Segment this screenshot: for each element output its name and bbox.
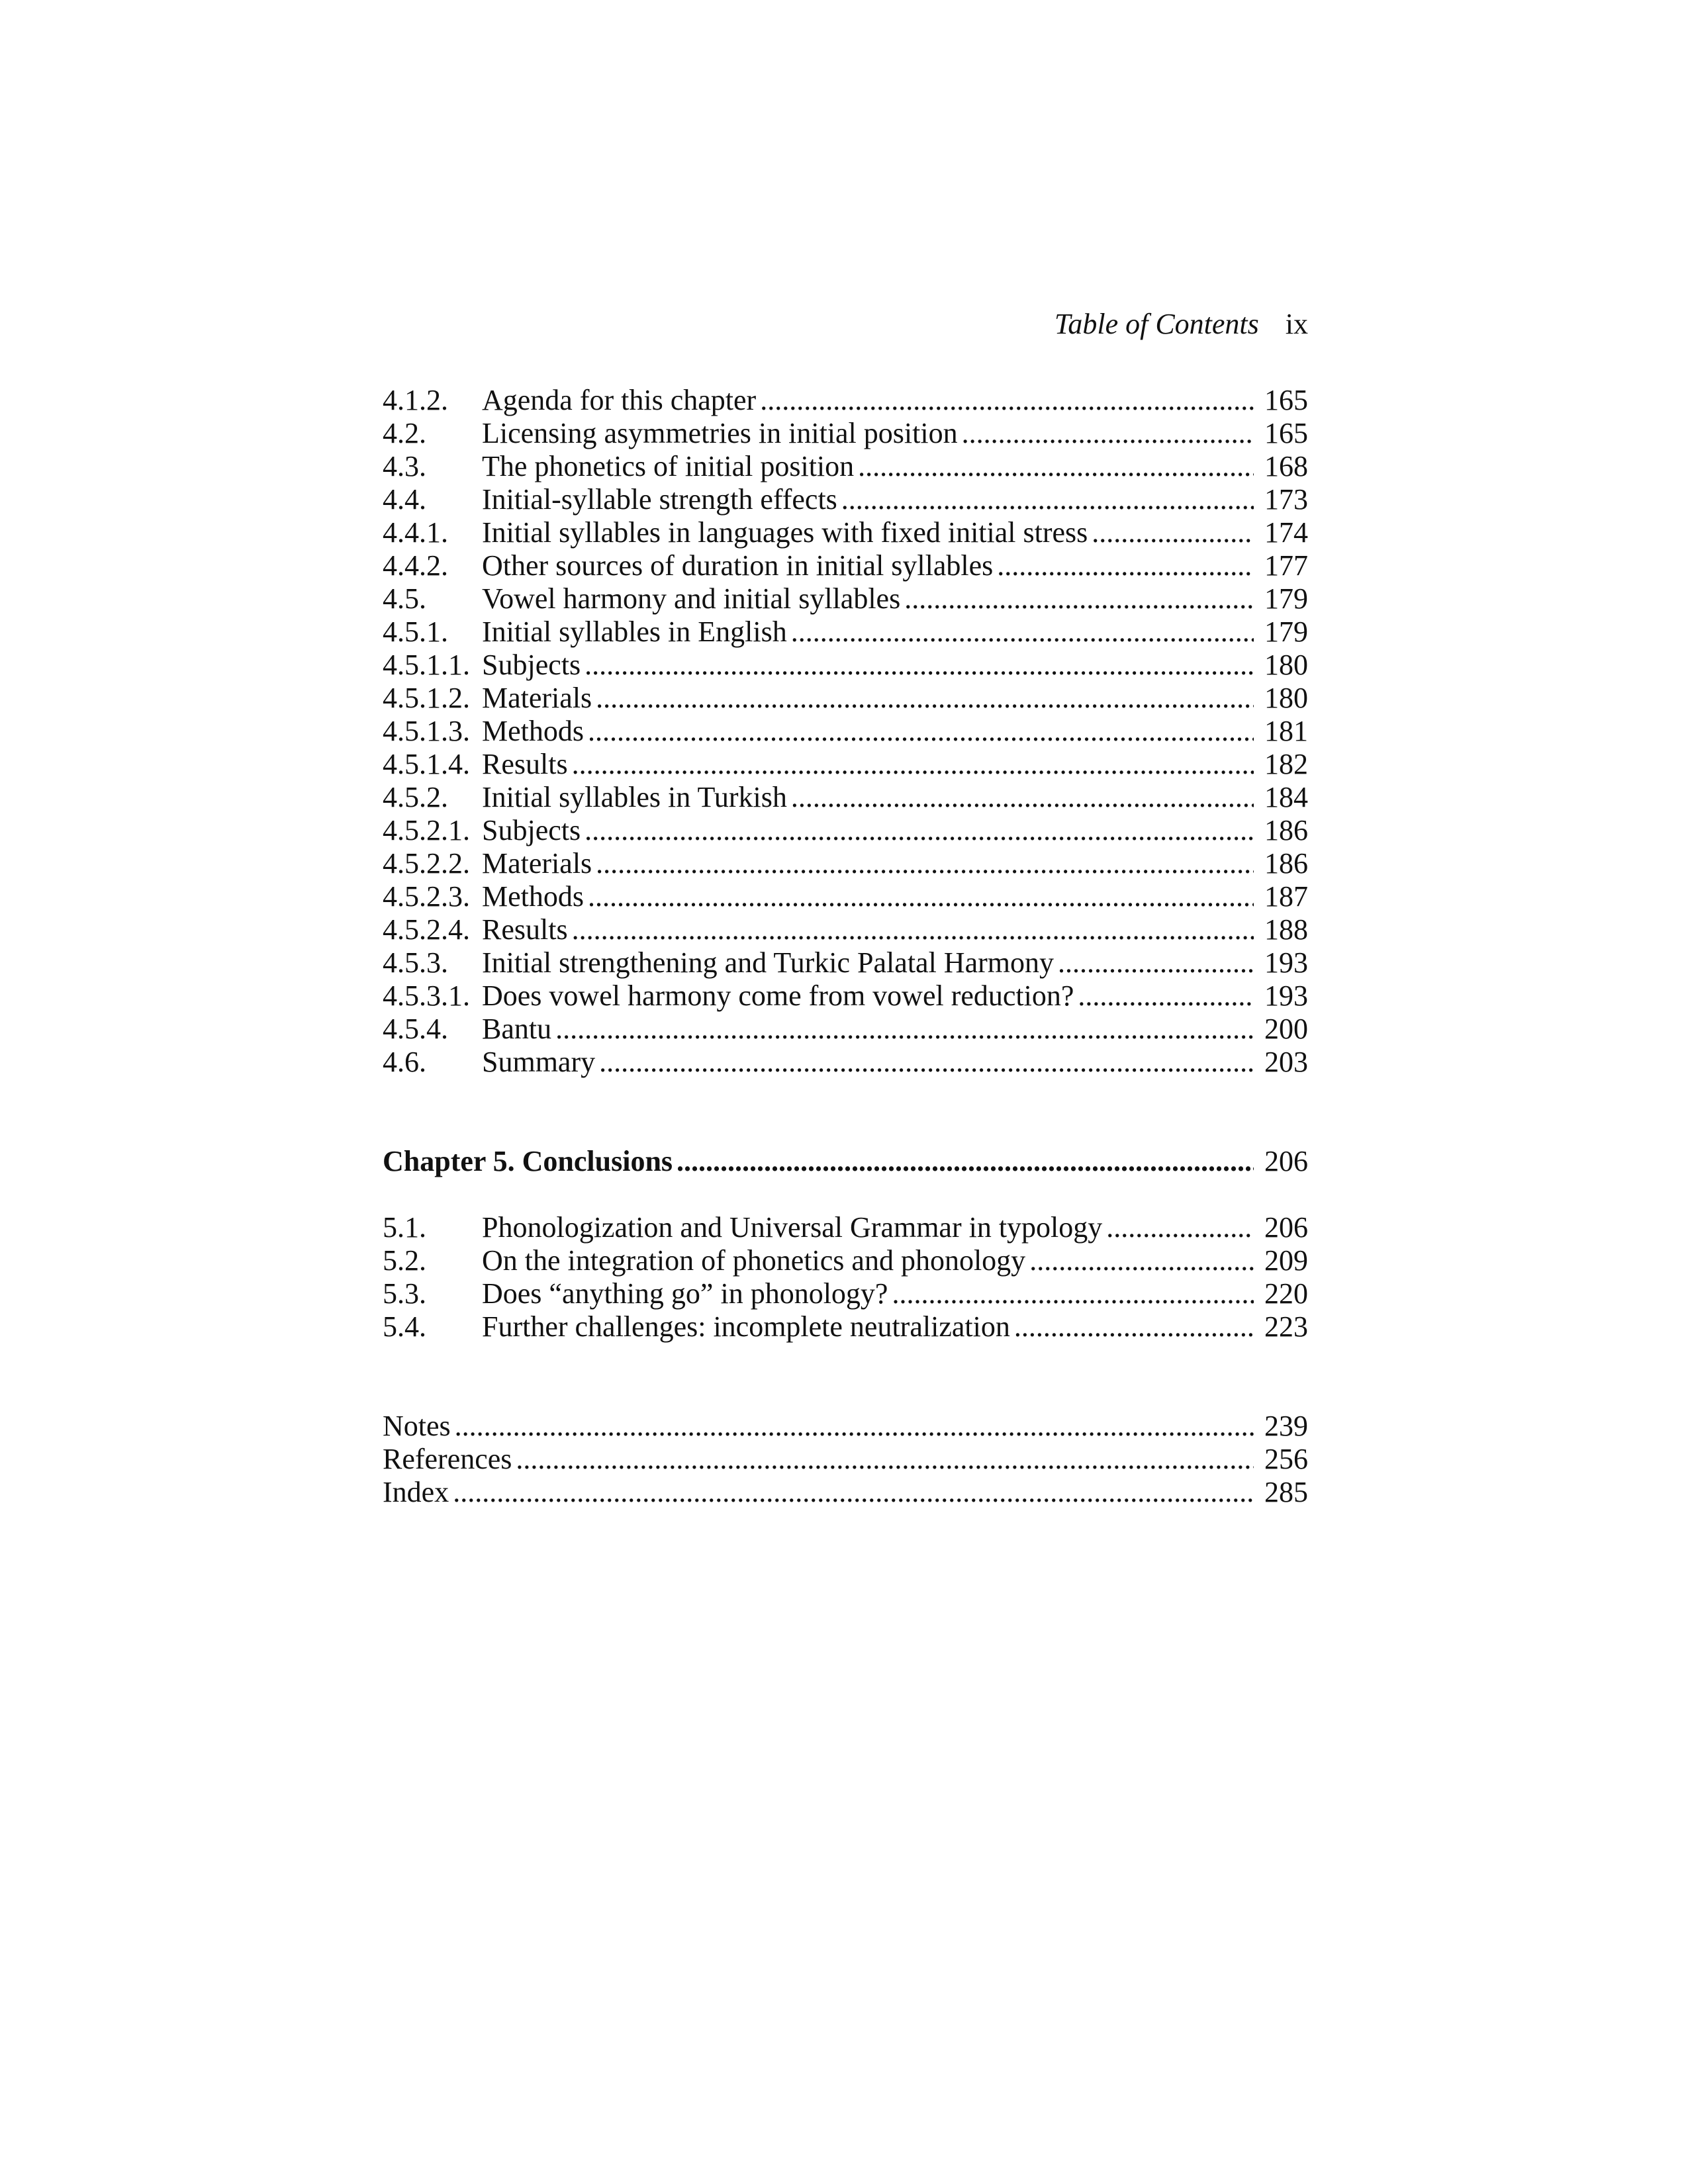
entry-title: Licensing asymmetries in initial position — [482, 417, 958, 449]
toc-entry[interactable] — [383, 516, 1308, 549]
entry-page: 187 — [1264, 880, 1308, 913]
entry-page: 184 — [1264, 781, 1308, 813]
dot-leader — [572, 913, 1254, 946]
entry-title: On the integration of phonetics and phonology — [482, 1244, 1026, 1277]
entry-number: 4.5.4. — [383, 1013, 448, 1045]
entry-title: Methods — [482, 715, 584, 747]
dot-leader — [1092, 516, 1254, 549]
entry-number: 4.5.2. — [383, 781, 448, 813]
section-spacer — [383, 1178, 1308, 1211]
entry-number: 4.5.1.3. — [383, 715, 470, 747]
entry-page: 165 — [1264, 384, 1308, 416]
entry-page: 168 — [1264, 450, 1308, 482]
dot-leader — [997, 549, 1254, 582]
toc-entry[interactable] — [383, 483, 1308, 516]
toc-entry[interactable] — [383, 1046, 1308, 1079]
entry-title: Agenda for this chapter — [482, 384, 757, 416]
dot-leader — [962, 417, 1254, 450]
toc-entry[interactable] — [383, 814, 1308, 847]
entry-title: Vowel harmony and initial syllables — [482, 582, 901, 615]
dot-leader — [791, 615, 1254, 649]
entry-title: Materials — [482, 682, 592, 714]
toc-entry[interactable] — [383, 682, 1308, 715]
dot-leader — [904, 582, 1254, 615]
entry-page: 193 — [1264, 946, 1308, 979]
entry-title: Subjects — [482, 814, 581, 846]
toc-entry[interactable] — [383, 450, 1308, 483]
dot-leader — [555, 1013, 1254, 1046]
dot-leader — [588, 880, 1254, 913]
entry-title: Bantu — [482, 1013, 552, 1045]
toc-entry[interactable] — [383, 715, 1308, 748]
toc-entry[interactable] — [383, 847, 1308, 880]
toc-entry[interactable] — [383, 1244, 1308, 1277]
toc-entry[interactable] — [383, 549, 1308, 582]
entry-title: Does vowel harmony come from vowel reduction? — [482, 979, 1074, 1012]
chapter-heading[interactable] — [383, 1145, 1308, 1178]
entry-page: 239 — [1264, 1410, 1308, 1442]
section-spacer — [383, 1079, 1308, 1145]
entry-number: 4.5.1.2. — [383, 682, 470, 714]
entry-page: 182 — [1264, 748, 1308, 780]
entry-page: 186 — [1264, 814, 1308, 846]
entry-title: Initial syllables in languages with fixed initial stress — [482, 516, 1088, 549]
dot-leader — [1014, 1310, 1254, 1343]
dot-leader — [892, 1277, 1254, 1310]
table-of-contents — [383, 384, 1308, 1509]
entry-number: 4.4. — [383, 483, 426, 516]
entry-title: Index — [383, 1476, 449, 1508]
toc-entry[interactable] — [383, 649, 1308, 682]
entry-title: Results — [482, 748, 568, 780]
entry-page: 206 — [1264, 1211, 1308, 1244]
entry-title: Phonologization and Universal Grammar in typology — [482, 1211, 1103, 1244]
running-header-title: Table of Contents — [1054, 308, 1259, 340]
dot-leader — [1078, 979, 1254, 1013]
entry-title: Notes — [383, 1410, 451, 1442]
dot-leader — [588, 715, 1254, 748]
entry-title: Further challenges: incomplete neutralization — [482, 1310, 1010, 1343]
dot-leader — [585, 814, 1254, 847]
entry-number: 5.2. — [383, 1244, 426, 1277]
chapter-4-entries — [383, 384, 1308, 1079]
toc-entry[interactable] — [383, 384, 1308, 417]
entry-title: Initial strengthening and Turkic Palatal Harmony — [482, 946, 1054, 979]
dot-leader — [841, 483, 1254, 516]
entry-page: 186 — [1264, 847, 1308, 880]
dot-leader — [596, 682, 1254, 715]
entry-number: 4.5.3.1. — [383, 979, 470, 1012]
entry-title: The phonetics of initial position — [482, 450, 855, 482]
entry-number: 4.3. — [383, 450, 426, 482]
dot-leader — [572, 748, 1254, 781]
entry-page: 188 — [1264, 913, 1308, 946]
entry-page: 165 — [1264, 417, 1308, 449]
entry-title: Does “anything go” in phonology? — [482, 1277, 888, 1310]
entry-title: Results — [482, 913, 568, 946]
entry-page: 180 — [1264, 649, 1308, 681]
dot-leader — [453, 1476, 1254, 1509]
dot-leader — [585, 649, 1254, 682]
entry-number: 4.5. — [383, 582, 426, 615]
entry-title: Initial syllables in Turkish — [482, 781, 787, 813]
entry-number: 5.3. — [383, 1277, 426, 1310]
entry-page: 223 — [1264, 1310, 1308, 1343]
toc-entry[interactable] — [383, 417, 1308, 450]
toc-entry[interactable] — [383, 979, 1308, 1013]
entry-title: Initial-syllable strength effects — [482, 483, 837, 516]
toc-entry[interactable] — [383, 1410, 1308, 1443]
entry-page: 193 — [1264, 979, 1308, 1012]
section-spacer — [383, 1343, 1308, 1410]
chapter-5-entries — [383, 1211, 1308, 1343]
entry-number: 4.5.3. — [383, 946, 448, 979]
entry-number: 4.2. — [383, 417, 426, 449]
entry-number: 5.1. — [383, 1211, 426, 1244]
toc-entry[interactable] — [383, 1310, 1308, 1343]
entry-page: 285 — [1264, 1476, 1308, 1508]
toc-entry[interactable] — [383, 1443, 1308, 1476]
entry-number: 4.5.2.4. — [383, 913, 470, 946]
dot-leader — [791, 781, 1254, 814]
dot-leader — [677, 1145, 1254, 1178]
entry-title: References — [383, 1443, 512, 1475]
entry-title: Other sources of duration in initial syllables — [482, 549, 994, 582]
dot-leader — [599, 1046, 1254, 1079]
dot-leader — [760, 384, 1254, 417]
dot-leader — [455, 1410, 1254, 1443]
entry-number: 4.1.2. — [383, 384, 448, 416]
entry-number: 4.5.2.1. — [383, 814, 470, 846]
toc-entry[interactable] — [383, 781, 1308, 814]
entry-number: 4.5.1. — [383, 615, 448, 648]
entry-number: 4.5.1.4. — [383, 748, 470, 780]
toc-entry[interactable] — [383, 1476, 1308, 1509]
toc-entry[interactable] — [383, 615, 1308, 649]
toc-entry[interactable] — [383, 748, 1308, 781]
entry-page: 256 — [1264, 1443, 1308, 1475]
chapter-title: Chapter 5. Conclusions — [383, 1145, 673, 1177]
entry-number: 4.5.1.1. — [383, 649, 470, 681]
entry-page: 177 — [1264, 549, 1308, 582]
entry-page: 209 — [1264, 1244, 1308, 1277]
entry-page: 179 — [1264, 582, 1308, 615]
dot-leader — [1058, 946, 1254, 979]
toc-entry[interactable] — [383, 880, 1308, 913]
toc-entry[interactable] — [383, 946, 1308, 979]
toc-entry[interactable] — [383, 1277, 1308, 1310]
page-number: ix — [1285, 308, 1308, 340]
dot-leader — [516, 1443, 1254, 1476]
entry-page: 179 — [1264, 615, 1308, 648]
entry-title: Materials — [482, 847, 592, 880]
toc-entry[interactable] — [383, 1211, 1308, 1244]
entry-number: 5.4. — [383, 1310, 426, 1343]
entry-page: 203 — [1264, 1046, 1308, 1078]
entry-title: Methods — [482, 880, 584, 913]
toc-entry[interactable] — [383, 913, 1308, 946]
dot-leader — [1029, 1244, 1254, 1277]
dot-leader — [596, 847, 1254, 880]
dot-leader — [1106, 1211, 1254, 1244]
chapter-page: 206 — [1264, 1145, 1308, 1177]
entry-number: 4.6. — [383, 1046, 426, 1078]
entry-page: 181 — [1264, 715, 1308, 747]
entry-page: 174 — [1264, 516, 1308, 549]
entry-number: 4.5.2.2. — [383, 847, 470, 880]
toc-entry[interactable] — [383, 1013, 1308, 1046]
entry-title: Summary — [482, 1046, 596, 1078]
entry-page: 180 — [1264, 682, 1308, 714]
entry-page: 200 — [1264, 1013, 1308, 1045]
entry-title: Subjects — [482, 649, 581, 681]
entry-page: 220 — [1264, 1277, 1308, 1310]
entry-number: 4.4.2. — [383, 549, 448, 582]
entry-title: Initial syllables in English — [482, 615, 787, 648]
back-matter-entries — [383, 1410, 1308, 1509]
entry-number: 4.4.1. — [383, 516, 448, 549]
running-header — [1055, 304, 1308, 344]
entry-number: 4.5.2.3. — [383, 880, 470, 913]
dot-leader — [858, 450, 1254, 483]
entry-page: 173 — [1264, 483, 1308, 516]
toc-entry[interactable] — [383, 582, 1308, 615]
